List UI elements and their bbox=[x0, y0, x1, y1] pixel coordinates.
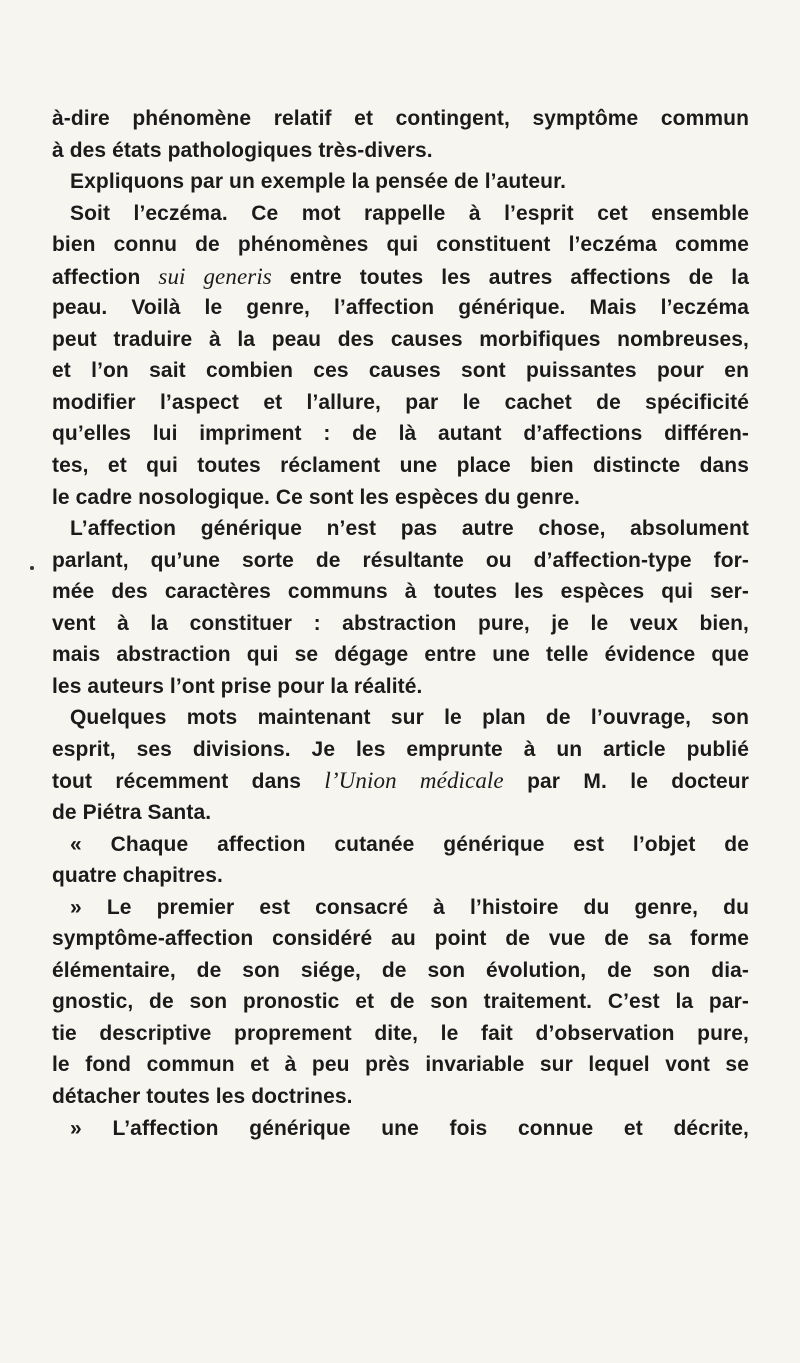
text-line bbox=[52, 1113, 749, 1145]
text-run: à des états pathologiques très-divers. bbox=[52, 138, 433, 162]
text-run: mée des caractères communs à toutes les espèces qui ser- bbox=[52, 580, 749, 604]
text-run: par M. le docteur bbox=[503, 770, 750, 794]
text-run: et l’on sait combien ces causes sont puissantes pour en bbox=[52, 359, 749, 383]
text-run: élémentaire, de son siége, de son évolution, de son dia- bbox=[52, 958, 749, 982]
text-line bbox=[52, 387, 749, 419]
body-text bbox=[52, 103, 749, 1144]
text-line bbox=[52, 765, 749, 797]
text-line bbox=[52, 513, 749, 545]
text-line bbox=[52, 923, 749, 955]
text-run: symptôme-affection considéré au point de vue de sa forme bbox=[52, 927, 749, 951]
text-line bbox=[52, 608, 749, 640]
text-run: tie descriptive proprement dite, le fait d’observation pure, bbox=[52, 1021, 749, 1045]
text-run: affection bbox=[52, 265, 159, 289]
text-line bbox=[52, 955, 749, 987]
text-run: peut traduire à la peau des causes morbifiques nombreuses, bbox=[52, 327, 749, 351]
text-line bbox=[52, 229, 749, 261]
text-run: tout récemment dans bbox=[52, 770, 325, 794]
text-run: le cadre nosologique. Ce sont les espèces du genre. bbox=[52, 485, 580, 509]
text-line bbox=[52, 1018, 749, 1050]
text-line bbox=[52, 1049, 749, 1081]
text-run: qu’elles lui impriment : de là autant d’affections différen- bbox=[52, 422, 749, 446]
text-run: parlant, qu’une sorte de résultante ou d’affection-type for- bbox=[52, 548, 749, 572]
text-line bbox=[52, 892, 749, 924]
text-run: à-dire phénomène relatif et contingent, symptôme commun bbox=[52, 107, 749, 130]
text-line bbox=[52, 860, 749, 892]
text-line bbox=[52, 450, 749, 482]
text-line bbox=[52, 671, 749, 703]
text-run: quatre chapitres. bbox=[52, 864, 223, 888]
italic-phrase: sui generis bbox=[158, 263, 272, 289]
text-line bbox=[52, 292, 749, 324]
text-run: mais abstraction qui se dégage entre une telle évidence que bbox=[52, 643, 749, 667]
text-run: « Chaque affection cutanée générique est l’objet de bbox=[70, 832, 749, 856]
text-run: gnostic, de son pronostic et de son traitement. C’est la par- bbox=[52, 990, 749, 1014]
text-line bbox=[52, 103, 749, 135]
text-run: les auteurs l’ont prise pour la réalité. bbox=[52, 674, 423, 698]
text-line bbox=[52, 545, 749, 577]
text-run: » L’affection générique une fois connue et décrite, bbox=[70, 1116, 749, 1140]
text-run: tes, et qui toutes réclament une place bien distincte dans bbox=[52, 454, 749, 478]
text-line bbox=[52, 986, 749, 1018]
text-run: détacher toutes les doctrines. bbox=[52, 1084, 353, 1108]
text-line bbox=[52, 135, 749, 167]
text-run: modifier l’aspect et l’allure, par le cachet de spécificité bbox=[52, 390, 749, 414]
text-line bbox=[52, 418, 749, 450]
text-line bbox=[52, 355, 749, 387]
text-line bbox=[52, 1081, 749, 1113]
text-line bbox=[52, 198, 749, 230]
text-line bbox=[52, 829, 749, 861]
text-run: Quelques mots maintenant sur le plan de l’ouvrage, son bbox=[70, 706, 749, 730]
text-line bbox=[52, 797, 749, 829]
margin-mark bbox=[30, 566, 34, 570]
text-run: » Le premier est consacré à l’histoire du genre, du bbox=[70, 895, 749, 919]
text-line bbox=[52, 166, 749, 198]
text-run: Expliquons par un exemple la pensée de l’auteur. bbox=[70, 170, 567, 194]
text-line bbox=[52, 639, 749, 671]
text-line bbox=[52, 576, 749, 608]
text-line bbox=[52, 734, 749, 766]
text-run: L’affection générique n’est pas autre chose, absolument bbox=[70, 517, 749, 541]
text-run: esprit, ses divisions. Je les emprunte à un article publié bbox=[52, 737, 749, 761]
italic-phrase: l’Union médicale bbox=[324, 768, 504, 794]
text-run: bien connu de phénomènes qui constituent l’eczéma comme bbox=[52, 233, 749, 257]
text-run: le fond commun et à peu près invariable sur lequel vont se bbox=[52, 1053, 749, 1077]
text-run: de Piétra Santa. bbox=[52, 801, 212, 825]
text-run: vent à la constituer : abstraction pure, je le veux bien, bbox=[52, 611, 749, 635]
text-line bbox=[52, 702, 749, 734]
text-line bbox=[52, 324, 749, 356]
text-line bbox=[52, 482, 749, 514]
text-line bbox=[52, 261, 749, 293]
text-run: entre toutes les autres affections de la bbox=[271, 265, 749, 289]
text-run: Soit l’eczéma. Ce mot rappelle à l’esprit cet ensemble bbox=[70, 201, 749, 225]
text-run: peau. Voilà le genre, l’affection générique. Mais l’eczéma bbox=[52, 296, 749, 320]
